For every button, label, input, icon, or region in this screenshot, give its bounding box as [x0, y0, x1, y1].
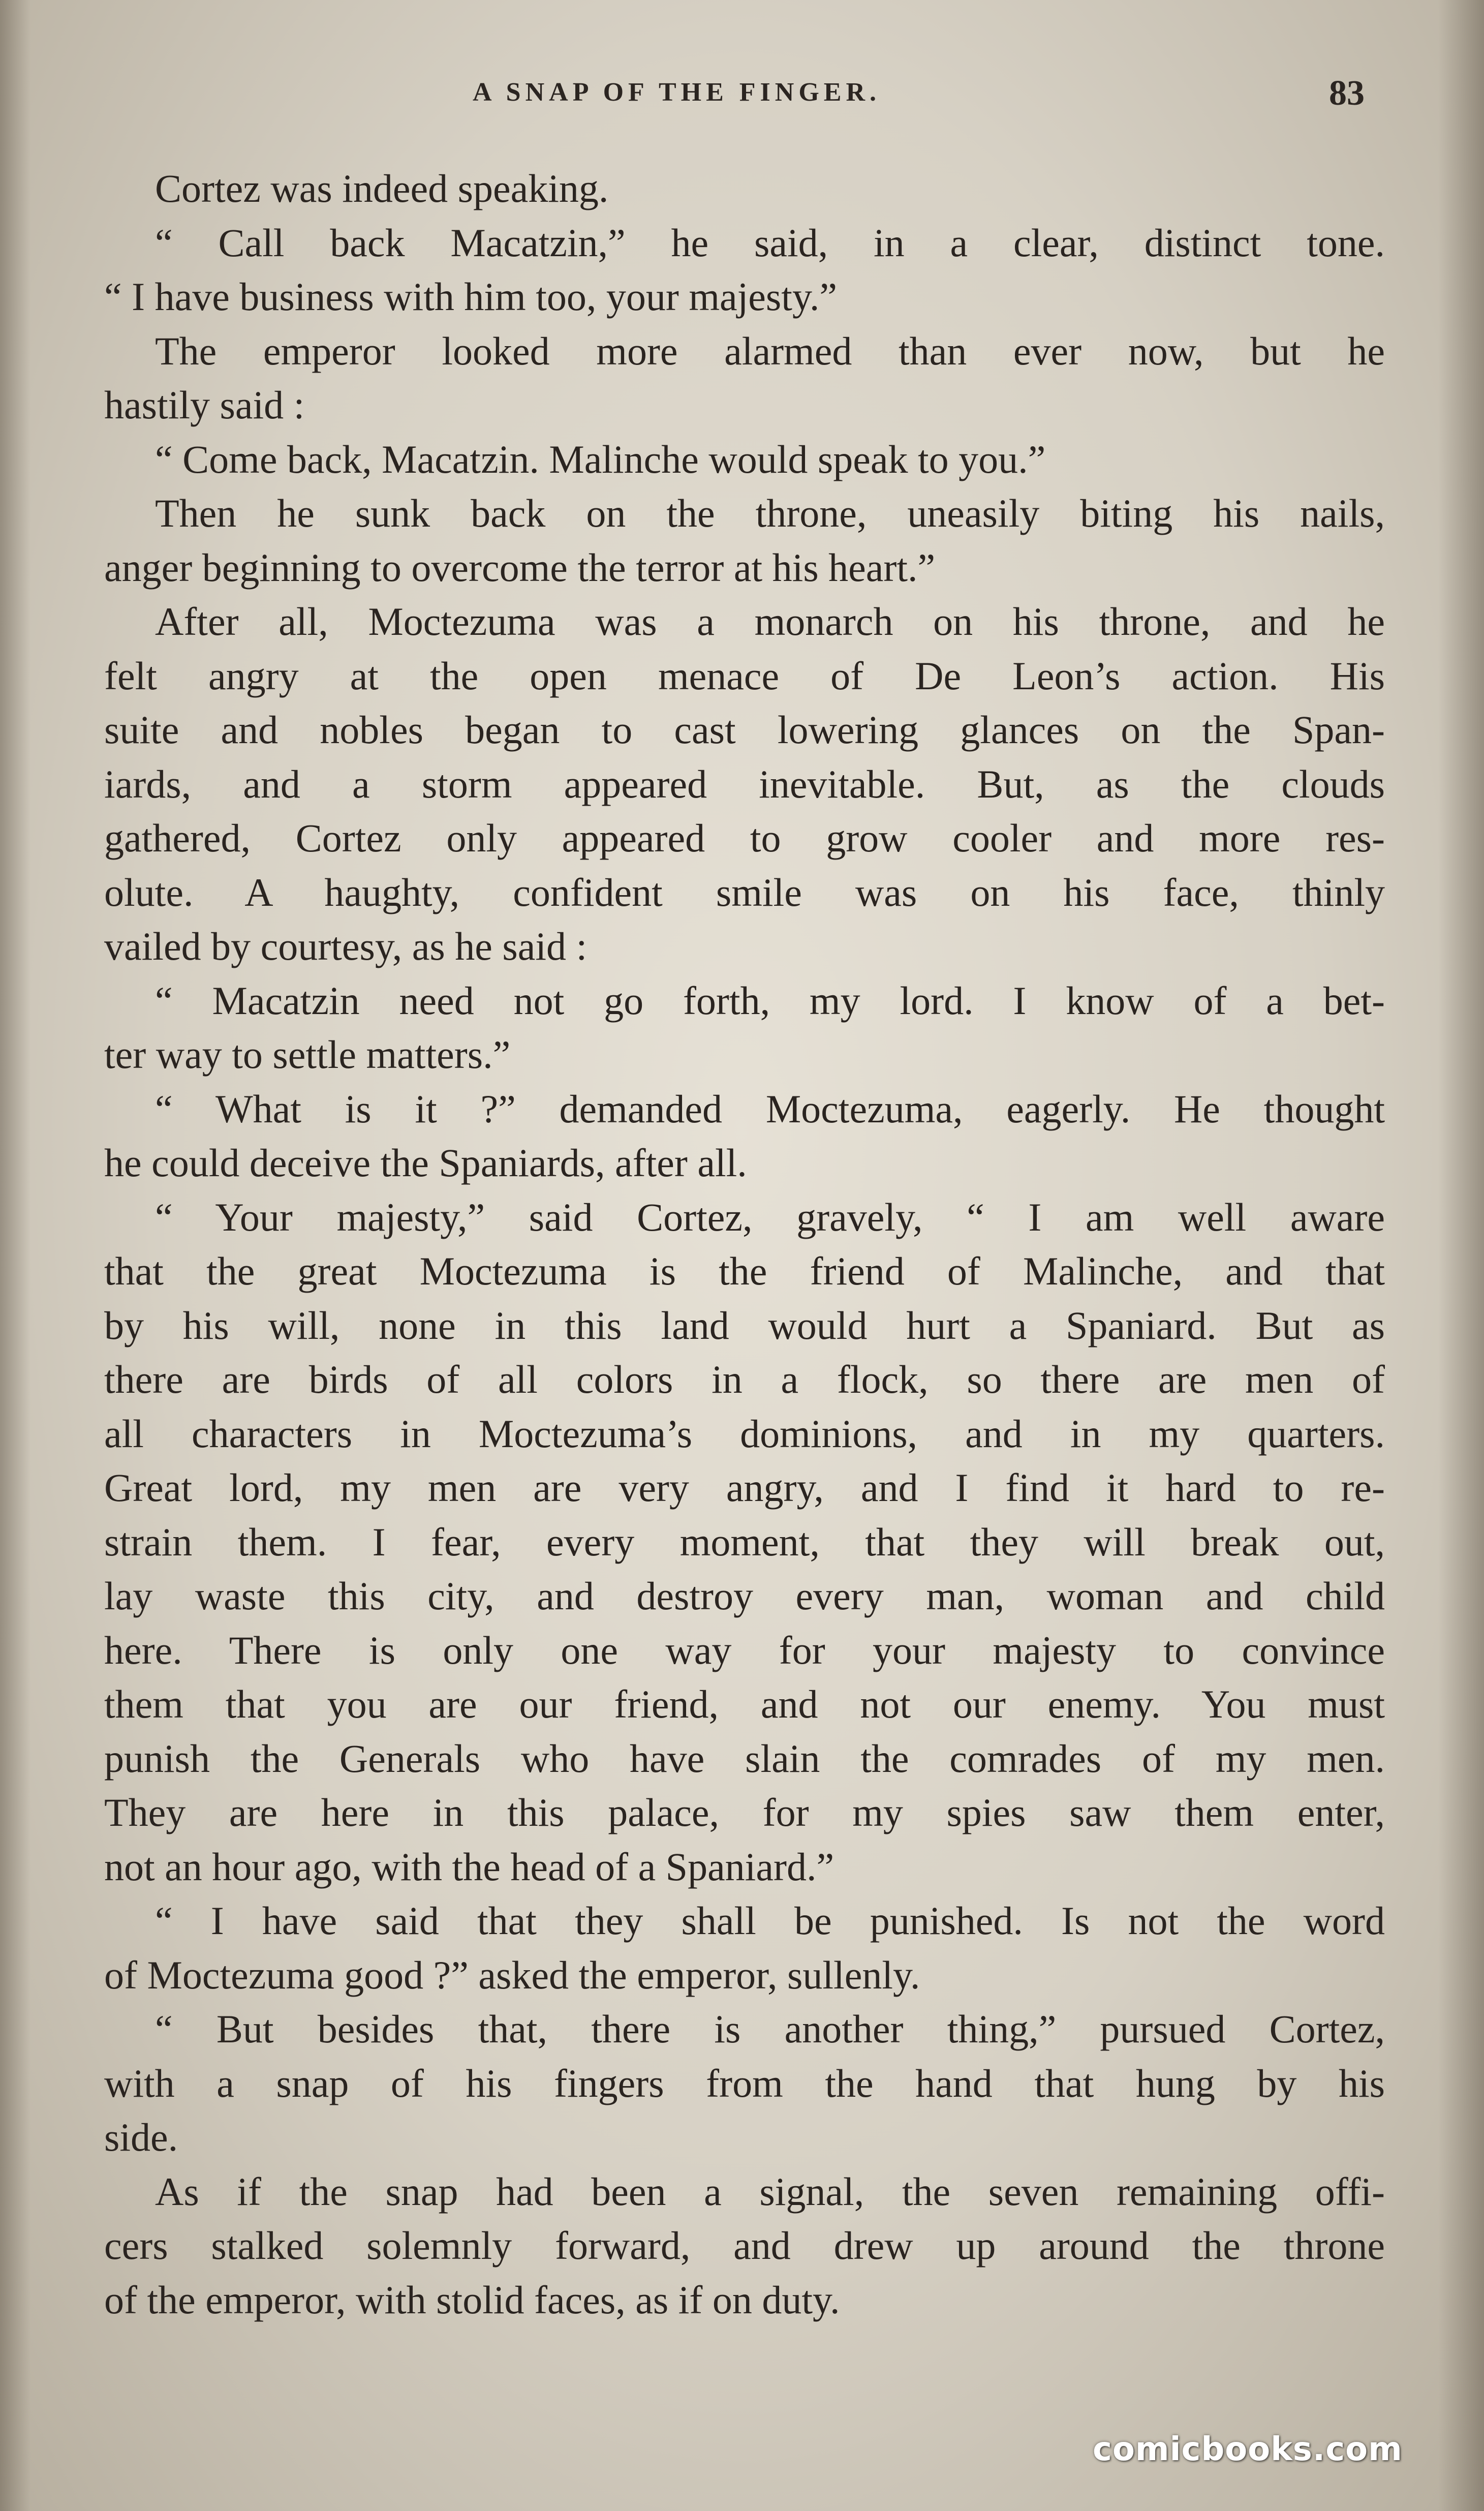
text-line: felt angry at the open menace of De Leon’s action. His: [104, 653, 1385, 698]
text-line: here. There is only one way for your majesty to convince: [104, 1628, 1385, 1672]
text-line: that the great Moctezuma is the friend of Malinche, and that: [104, 1249, 1385, 1293]
text-line: side.: [104, 2115, 178, 2159]
text-line: iards, and a storm appeared inevitable. But, as the clouds: [104, 761, 1385, 806]
body-text: [104, 162, 1385, 2327]
text-line: “ Macatzin need not go forth, my lord. I know of a bet-: [155, 978, 1385, 1023]
text-line: After all, Moctezuma was a monarch on his throne, and he: [155, 599, 1385, 644]
text-line: “ Come back, Macatzin. Malinche would speak to you.”: [155, 437, 1046, 481]
text-line: olute. A haughty, confident smile was on his face, thinly: [104, 870, 1385, 914]
text-line: hastily said :: [104, 383, 305, 427]
text-line: “ What is it ?” demanded Moctezuma, eagerly. He thought: [155, 1086, 1385, 1131]
text-line: lay waste this city, and destroy every man, woman and child: [104, 1574, 1385, 1618]
text-line: strain them. I fear, every moment, that they will break out,: [104, 1519, 1385, 1564]
page-shadow-right: [1438, 0, 1484, 2511]
text-line: “ Call back Macatzin,” he said, in a clear, distinct tone.: [155, 220, 1385, 265]
text-line: cers stalked solemnly forward, and drew up around the throne: [104, 2223, 1385, 2268]
text-line: with a snap of his fingers from the hand that hung by his: [104, 2061, 1385, 2105]
text-line: “ I have business with him too, your majesty.”: [104, 274, 838, 319]
text-line: of the emperor, with stolid faces, as if on duty.: [104, 2277, 840, 2322]
text-line: all characters in Moctezuma’s dominions, and in my quarters.: [104, 1411, 1385, 1456]
text-line: “ Your majesty,” said Cortez, gravely, “ I am well aware: [155, 1195, 1385, 1239]
text-line: of Moctezuma good ?” asked the emperor, sullenly.: [104, 1952, 920, 1997]
text-line: As if the snap had been a signal, the seven remaining offi-: [155, 2169, 1385, 2214]
text-line: Then he sunk back on the throne, uneasily biting his nails,: [155, 491, 1385, 535]
running-head: [0, 74, 1484, 113]
text-line: “ I have said that they shall be punished. Is not the word: [155, 1898, 1385, 1943]
page-shadow-left: [0, 0, 30, 2511]
text-line: The emperor looked more alarmed than ever now, but he: [155, 328, 1385, 373]
text-line: Great lord, my men are very angry, and I find it hard to re-: [104, 1465, 1385, 1510]
text-line: vailed by courtesy, as he said :: [104, 924, 588, 968]
text-line: he could deceive the Spaniards, after all.: [104, 1141, 747, 1185]
text-line: punish the Generals who have slain the comrades of my men.: [104, 1736, 1385, 1781]
text-line: ter way to settle matters.”: [104, 1032, 511, 1077]
text-line: They are here in this palace, for my spies saw them enter,: [104, 1790, 1385, 1834]
text-line: them that you are our friend, and not our enemy. You must: [104, 1682, 1385, 1726]
text-line: Cortez was indeed speaking.: [155, 166, 609, 210]
page-number: 83: [1329, 74, 1365, 113]
text-line: anger beginning to overcome the terror at his heart.”: [104, 545, 936, 590]
text-line: not an hour ago, with the head of a Spaniard.”: [104, 1844, 834, 1889]
text-line: there are birds of all colors in a flock, so there are men of: [104, 1357, 1385, 1401]
text-line: by his will, none in this land would hurt a Spaniard. But as: [104, 1303, 1385, 1348]
running-title: A SNAP OF THE FINGER.: [473, 78, 881, 107]
text-line: “ But besides that, there is another thing,” pursued Cortez,: [155, 2007, 1385, 2051]
text-line: gathered, Cortez only appeared to grow cooler and more res-: [104, 816, 1385, 860]
text-line: suite and nobles began to cast lowering glances on the Span-: [104, 708, 1385, 752]
watermark: comicbooks.com: [1093, 2431, 1403, 2468]
